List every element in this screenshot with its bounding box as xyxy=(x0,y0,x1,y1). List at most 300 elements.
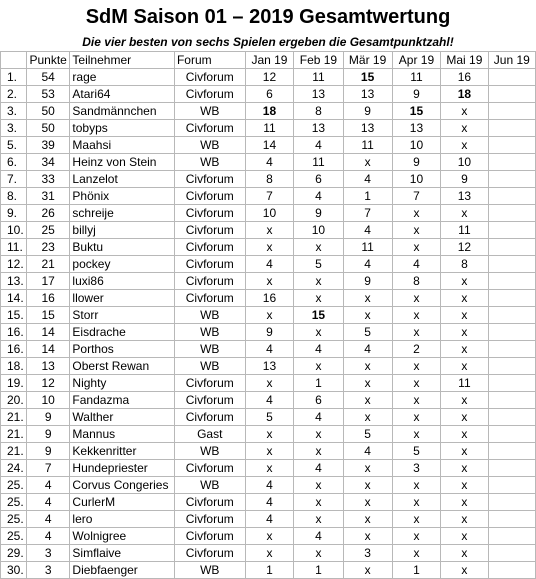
score-cell: 1 xyxy=(343,188,392,205)
points-cell: 4 xyxy=(26,477,70,494)
score-cell: 4 xyxy=(343,443,392,460)
score-cell: x xyxy=(294,477,343,494)
participant-cell: CurlerM xyxy=(70,494,175,511)
score-cell: 5 xyxy=(294,256,343,273)
participant-cell: tobyps xyxy=(70,120,175,137)
score-cell: 13 xyxy=(392,120,441,137)
forum-cell: Civforum xyxy=(174,239,245,256)
participant-cell: Porthos xyxy=(70,341,175,358)
participant-cell: Eisdrache xyxy=(70,324,175,341)
score-cell: x xyxy=(392,358,441,375)
score-cell: 4 xyxy=(245,511,294,528)
table-row xyxy=(1,120,536,137)
score-cell: x xyxy=(441,103,488,120)
score-cell: 16 xyxy=(245,290,294,307)
score-cell: x xyxy=(441,205,488,222)
participant-cell: Kekkenritter xyxy=(70,443,175,460)
score-cell: 5 xyxy=(343,324,392,341)
table-row xyxy=(1,562,536,579)
points-cell: 26 xyxy=(26,205,70,222)
score-cell xyxy=(488,375,535,392)
score-cell: 6 xyxy=(294,171,343,188)
header-month: Mai 19 xyxy=(441,52,488,69)
participant-cell: Walther xyxy=(70,409,175,426)
score-cell xyxy=(488,358,535,375)
score-cell: 4 xyxy=(343,256,392,273)
score-cell: 9 xyxy=(343,273,392,290)
forum-cell: WB xyxy=(174,358,245,375)
forum-cell: Civforum xyxy=(174,392,245,409)
score-cell: x xyxy=(441,137,488,154)
table-row xyxy=(1,324,536,341)
score-cell: 11 xyxy=(392,69,441,86)
table-row xyxy=(1,392,536,409)
header-month: Feb 19 xyxy=(294,52,343,69)
score-cell: x xyxy=(441,511,488,528)
rank-cell: 21. xyxy=(1,443,27,460)
table-row xyxy=(1,426,536,443)
score-cell: x xyxy=(294,511,343,528)
score-cell: 3 xyxy=(343,545,392,562)
score-cell xyxy=(488,511,535,528)
table-body xyxy=(1,69,536,579)
table-row xyxy=(1,375,536,392)
score-cell: 9 xyxy=(441,171,488,188)
score-cell: x xyxy=(392,324,441,341)
score-cell: x xyxy=(441,307,488,324)
table-row xyxy=(1,341,536,358)
table-row xyxy=(1,460,536,477)
table-row xyxy=(1,137,536,154)
forum-cell: Civforum xyxy=(174,222,245,239)
forum-cell: WB xyxy=(174,443,245,460)
score-cell: x xyxy=(245,545,294,562)
points-cell: 21 xyxy=(26,256,70,273)
score-cell: 12 xyxy=(441,239,488,256)
rank-cell: 15. xyxy=(1,307,27,324)
points-cell: 9 xyxy=(26,443,70,460)
rank-cell: 24. xyxy=(1,460,27,477)
score-cell: 4 xyxy=(294,409,343,426)
score-cell: 10 xyxy=(441,154,488,171)
forum-cell: Civforum xyxy=(174,528,245,545)
forum-cell: Civforum xyxy=(174,460,245,477)
page-subtitle: Die vier besten von sechs Spielen ergeben die Gesamtpunktzahl! xyxy=(82,35,454,49)
score-cell: 4 xyxy=(294,528,343,545)
score-cell: x xyxy=(245,460,294,477)
points-cell: 10 xyxy=(26,392,70,409)
score-cell: x xyxy=(294,239,343,256)
rank-cell: 2. xyxy=(1,86,27,103)
header-rank xyxy=(1,52,27,69)
score-cell: 1 xyxy=(245,562,294,579)
rank-cell: 25. xyxy=(1,511,27,528)
rank-cell: 7. xyxy=(1,171,27,188)
participant-cell: Mannus xyxy=(70,426,175,443)
rank-cell: 25. xyxy=(1,494,27,511)
participant-cell: luxi86 xyxy=(70,273,175,290)
score-cell: 4 xyxy=(245,392,294,409)
score-cell xyxy=(488,256,535,273)
score-cell: x xyxy=(343,154,392,171)
score-cell: 5 xyxy=(392,443,441,460)
score-cell: 9 xyxy=(294,205,343,222)
score-cell: x xyxy=(294,545,343,562)
score-cell: 1 xyxy=(294,375,343,392)
score-cell: 5 xyxy=(245,409,294,426)
score-cell xyxy=(488,273,535,290)
score-cell: 13 xyxy=(343,120,392,137)
score-cell: x xyxy=(441,324,488,341)
header-row xyxy=(1,52,536,69)
rank-cell: 14. xyxy=(1,290,27,307)
rank-cell: 3. xyxy=(1,120,27,137)
points-cell: 17 xyxy=(26,273,70,290)
rank-cell: 25. xyxy=(1,528,27,545)
participant-cell: Atari64 xyxy=(70,86,175,103)
participant-cell: Heinz von Stein xyxy=(70,154,175,171)
table-row xyxy=(1,86,536,103)
rank-cell: 29. xyxy=(1,545,27,562)
table-row xyxy=(1,205,536,222)
score-cell: x xyxy=(343,392,392,409)
score-cell: 4 xyxy=(343,222,392,239)
score-cell xyxy=(488,103,535,120)
score-cell: x xyxy=(441,528,488,545)
score-cell xyxy=(488,205,535,222)
participant-cell: lero xyxy=(70,511,175,528)
rank-cell: 3. xyxy=(1,103,27,120)
forum-cell: Civforum xyxy=(174,409,245,426)
participant-cell: Diebfaenger xyxy=(70,562,175,579)
score-cell: x xyxy=(245,426,294,443)
forum-cell: Civforum xyxy=(174,86,245,103)
score-cell: x xyxy=(245,222,294,239)
participant-cell: Nighty xyxy=(70,375,175,392)
standings-table xyxy=(0,51,536,579)
points-cell: 4 xyxy=(26,494,70,511)
score-cell: x xyxy=(343,375,392,392)
score-cell: 18 xyxy=(441,86,488,103)
score-cell: x xyxy=(343,307,392,324)
forum-cell: WB xyxy=(174,477,245,494)
forum-cell: WB xyxy=(174,324,245,341)
score-cell: 7 xyxy=(343,205,392,222)
score-cell: 11 xyxy=(294,154,343,171)
table-row xyxy=(1,273,536,290)
participant-cell: Wolnigree xyxy=(70,528,175,545)
score-cell: 12 xyxy=(245,69,294,86)
score-cell: x xyxy=(441,273,488,290)
score-cell: x xyxy=(441,120,488,137)
score-cell: 4 xyxy=(294,341,343,358)
score-cell: 4 xyxy=(294,188,343,205)
score-cell: 6 xyxy=(294,392,343,409)
score-cell: 13 xyxy=(343,86,392,103)
score-cell: x xyxy=(392,494,441,511)
score-cell: x xyxy=(392,392,441,409)
score-cell: x xyxy=(343,460,392,477)
score-cell xyxy=(488,494,535,511)
score-cell xyxy=(488,545,535,562)
participant-cell: pockey xyxy=(70,256,175,273)
forum-cell: Civforum xyxy=(174,494,245,511)
forum-cell: Civforum xyxy=(174,171,245,188)
score-cell: 4 xyxy=(294,460,343,477)
rank-cell: 18. xyxy=(1,358,27,375)
score-cell: x xyxy=(392,426,441,443)
score-cell: 6 xyxy=(245,86,294,103)
forum-cell: Civforum xyxy=(174,545,245,562)
score-cell: 4 xyxy=(343,171,392,188)
participant-cell: Storr xyxy=(70,307,175,324)
points-cell: 34 xyxy=(26,154,70,171)
score-cell: x xyxy=(245,239,294,256)
rank-cell: 20. xyxy=(1,392,27,409)
score-cell: 4 xyxy=(294,137,343,154)
score-cell: x xyxy=(392,528,441,545)
score-cell: x xyxy=(392,205,441,222)
score-cell: x xyxy=(441,460,488,477)
points-cell: 50 xyxy=(26,120,70,137)
forum-cell: Civforum xyxy=(174,120,245,137)
score-cell: x xyxy=(294,443,343,460)
table-row xyxy=(1,358,536,375)
rank-cell: 19. xyxy=(1,375,27,392)
forum-cell: WB xyxy=(174,137,245,154)
forum-cell: Civforum xyxy=(174,69,245,86)
rank-cell: 25. xyxy=(1,477,27,494)
score-cell: x xyxy=(441,290,488,307)
participant-cell: Sandmännchen xyxy=(70,103,175,120)
points-cell: 4 xyxy=(26,528,70,545)
score-cell: x xyxy=(343,358,392,375)
score-cell: x xyxy=(343,494,392,511)
score-cell: 15 xyxy=(392,103,441,120)
score-cell: 8 xyxy=(294,103,343,120)
rank-cell: 8. xyxy=(1,188,27,205)
rank-cell: 21. xyxy=(1,426,27,443)
score-cell xyxy=(488,154,535,171)
score-cell: 14 xyxy=(245,137,294,154)
table-row xyxy=(1,443,536,460)
rank-cell: 30. xyxy=(1,562,27,579)
score-cell: x xyxy=(343,562,392,579)
score-cell: 10 xyxy=(392,137,441,154)
score-cell: 11 xyxy=(441,222,488,239)
table-row xyxy=(1,188,536,205)
score-cell: 13 xyxy=(294,86,343,103)
score-cell: x xyxy=(245,528,294,545)
page-title: SdM Saison 01 – 2019 Gesamtwertung xyxy=(85,6,451,28)
points-cell: 14 xyxy=(26,341,70,358)
header-month: Mär 19 xyxy=(343,52,392,69)
score-cell: x xyxy=(245,273,294,290)
score-cell xyxy=(488,137,535,154)
score-cell: x xyxy=(294,290,343,307)
score-cell xyxy=(488,290,535,307)
score-cell xyxy=(488,562,535,579)
score-cell: x xyxy=(392,222,441,239)
score-cell: 9 xyxy=(392,154,441,171)
table-row xyxy=(1,290,536,307)
score-cell: 1 xyxy=(294,562,343,579)
points-cell: 39 xyxy=(26,137,70,154)
forum-cell: Civforum xyxy=(174,511,245,528)
rank-cell: 12. xyxy=(1,256,27,273)
points-cell: 50 xyxy=(26,103,70,120)
forum-cell: Civforum xyxy=(174,290,245,307)
score-cell xyxy=(488,120,535,137)
rank-cell: 13. xyxy=(1,273,27,290)
participant-cell: llower xyxy=(70,290,175,307)
score-cell xyxy=(488,477,535,494)
score-cell xyxy=(488,409,535,426)
table-row xyxy=(1,69,536,86)
score-cell: x xyxy=(441,477,488,494)
score-cell xyxy=(488,324,535,341)
table-row xyxy=(1,154,536,171)
points-cell: 3 xyxy=(26,562,70,579)
participant-cell: rage xyxy=(70,69,175,86)
participant-cell: Phönix xyxy=(70,188,175,205)
header-points: Punkte xyxy=(26,52,70,69)
score-cell: x xyxy=(343,290,392,307)
score-cell: 11 xyxy=(294,69,343,86)
table-row xyxy=(1,545,536,562)
score-cell: x xyxy=(294,324,343,341)
score-cell: 11 xyxy=(441,375,488,392)
score-cell: 3 xyxy=(392,460,441,477)
score-cell: 4 xyxy=(245,341,294,358)
score-cell: x xyxy=(392,477,441,494)
score-cell: 9 xyxy=(245,324,294,341)
score-cell: 10 xyxy=(245,205,294,222)
score-cell xyxy=(488,528,535,545)
table-row xyxy=(1,528,536,545)
points-cell: 9 xyxy=(26,409,70,426)
points-cell: 14 xyxy=(26,324,70,341)
score-cell: 18 xyxy=(245,103,294,120)
points-cell: 13 xyxy=(26,358,70,375)
forum-cell: WB xyxy=(174,307,245,324)
score-cell: 4 xyxy=(343,341,392,358)
table-row xyxy=(1,222,536,239)
score-cell: 11 xyxy=(343,137,392,154)
forum-cell: Civforum xyxy=(174,256,245,273)
score-cell: 9 xyxy=(343,103,392,120)
participant-cell: Maahsi xyxy=(70,137,175,154)
score-cell: x xyxy=(392,307,441,324)
score-cell: 8 xyxy=(441,256,488,273)
score-cell: x xyxy=(245,443,294,460)
score-cell xyxy=(488,188,535,205)
points-cell: 23 xyxy=(26,239,70,256)
score-cell: x xyxy=(441,392,488,409)
score-cell: x xyxy=(294,273,343,290)
score-cell xyxy=(488,460,535,477)
score-cell xyxy=(488,426,535,443)
table-row xyxy=(1,239,536,256)
score-cell: 4 xyxy=(245,477,294,494)
score-cell: 15 xyxy=(294,307,343,324)
rank-cell: 11. xyxy=(1,239,27,256)
score-cell xyxy=(488,341,535,358)
score-cell: 2 xyxy=(392,341,441,358)
table-row xyxy=(1,409,536,426)
score-cell: x xyxy=(343,511,392,528)
score-cell: 4 xyxy=(245,494,294,511)
header-month: Apr 19 xyxy=(392,52,441,69)
forum-cell: WB xyxy=(174,341,245,358)
forum-cell: Civforum xyxy=(174,375,245,392)
forum-cell: Civforum xyxy=(174,205,245,222)
score-cell: x xyxy=(392,409,441,426)
score-cell: 13 xyxy=(294,120,343,137)
participant-cell: Corvus Congeries xyxy=(70,477,175,494)
score-cell: x xyxy=(441,562,488,579)
participant-cell: Simflaive xyxy=(70,545,175,562)
score-cell xyxy=(488,239,535,256)
score-cell: 13 xyxy=(245,358,294,375)
rank-cell: 1. xyxy=(1,69,27,86)
participant-cell: Fandazma xyxy=(70,392,175,409)
score-cell: 11 xyxy=(343,239,392,256)
score-cell xyxy=(488,443,535,460)
score-cell: x xyxy=(441,443,488,460)
score-cell: 7 xyxy=(392,188,441,205)
header-month: Jan 19 xyxy=(245,52,294,69)
score-cell: 7 xyxy=(245,188,294,205)
score-cell: x xyxy=(392,511,441,528)
participant-cell: Buktu xyxy=(70,239,175,256)
score-cell: 10 xyxy=(392,171,441,188)
score-cell xyxy=(488,69,535,86)
points-cell: 53 xyxy=(26,86,70,103)
participant-cell: billyj xyxy=(70,222,175,239)
forum-cell: Gast xyxy=(174,426,245,443)
table-row xyxy=(1,171,536,188)
table-row xyxy=(1,477,536,494)
score-cell: 8 xyxy=(245,171,294,188)
score-cell: x xyxy=(441,545,488,562)
score-cell: x xyxy=(392,375,441,392)
rank-cell: 6. xyxy=(1,154,27,171)
rank-cell: 21. xyxy=(1,409,27,426)
score-cell: 1 xyxy=(392,562,441,579)
score-cell: 4 xyxy=(392,256,441,273)
table-row xyxy=(1,256,536,273)
score-cell: x xyxy=(294,494,343,511)
points-cell: 9 xyxy=(26,426,70,443)
points-cell: 4 xyxy=(26,511,70,528)
table-row xyxy=(1,307,536,324)
participant-cell: Lanzelot xyxy=(70,171,175,188)
score-cell xyxy=(488,86,535,103)
points-cell: 16 xyxy=(26,290,70,307)
rank-cell: 9. xyxy=(1,205,27,222)
points-cell: 7 xyxy=(26,460,70,477)
score-cell: x xyxy=(294,426,343,443)
table-row xyxy=(1,511,536,528)
score-cell: 9 xyxy=(392,86,441,103)
score-cell: x xyxy=(343,528,392,545)
score-cell xyxy=(488,307,535,324)
score-cell: x xyxy=(441,358,488,375)
forum-cell: Civforum xyxy=(174,188,245,205)
rank-cell: 5. xyxy=(1,137,27,154)
score-cell: 5 xyxy=(343,426,392,443)
